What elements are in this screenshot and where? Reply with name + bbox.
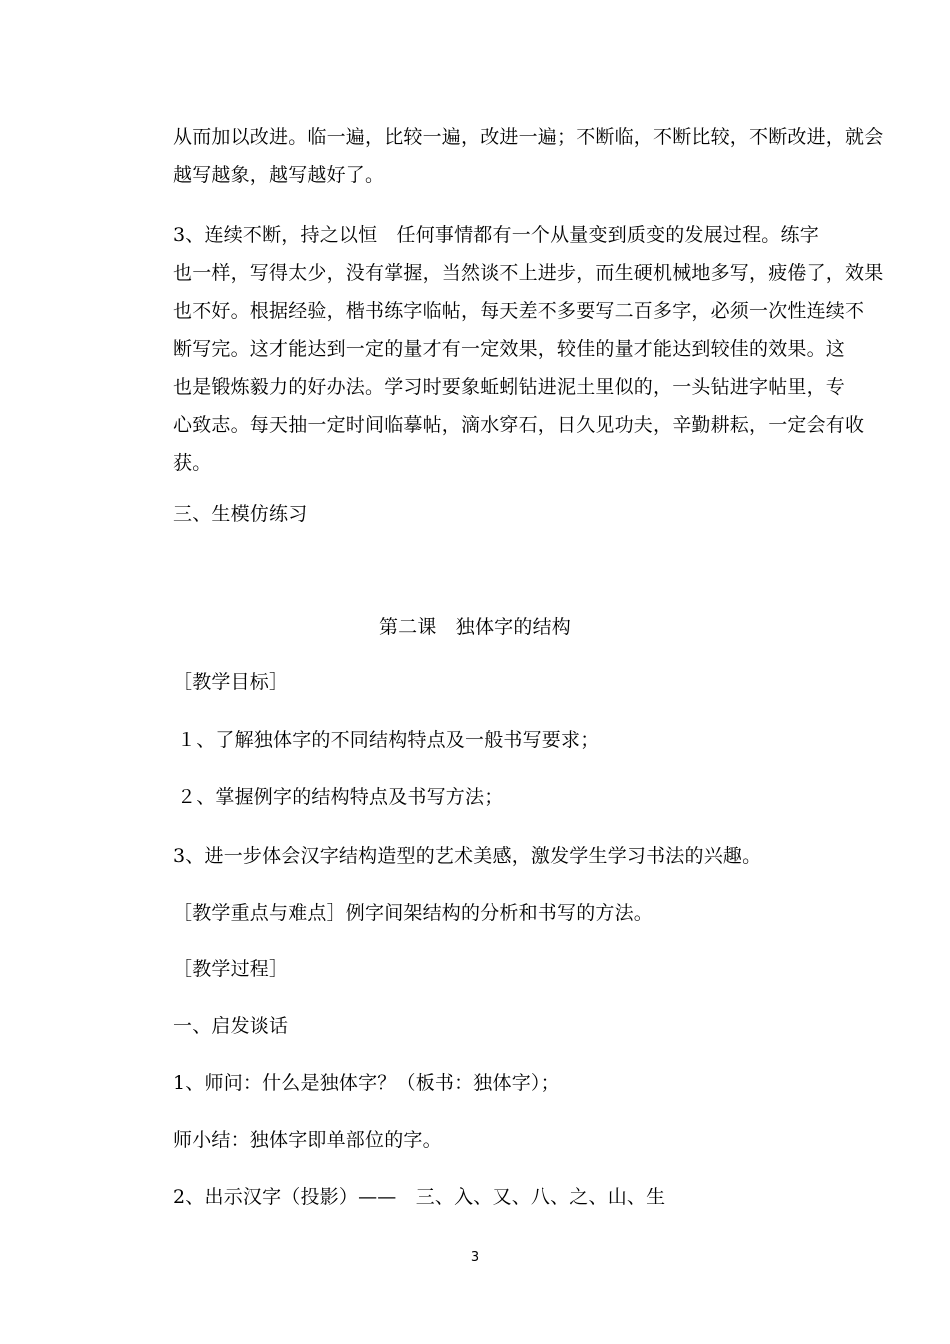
paragraph-2-line-1: 3、连续不断，持之以恒 任何事情都有一个从量变到质变的发展过程。练字 [173, 224, 819, 246]
paragraph-2-line-3: 也不好。根据经验，楷书练字临帖，每天差不多要写二百多字，必须一次性连续不 [173, 300, 865, 322]
goal-item-3: 3、进一步体会汉字结构造型的艺术美感，激发学生学习书法的兴趣。 [173, 845, 762, 867]
summary-line: 师小结：独体字即单部位的字。 [173, 1129, 442, 1151]
paragraph-2-line-6: 心致志。每天抽一定时间临摹帖，滴水穿石，日久见功夫，辛勤耕耘，一定会有收 [173, 414, 865, 436]
process-heading: ［教学过程］ [173, 958, 289, 980]
paragraph-1-line-1: 从而加以改进。临一遍，比较一遍，改进一遍；不断临，不断比较，不断改进，就会 [173, 126, 884, 148]
question-line: 1、师问：什么是独体字？（板书：独体字）； [173, 1072, 560, 1094]
lesson-title: 第二课 独体字的结构 [378, 616, 571, 638]
paragraph-2-line-4: 断写完。这才能达到一定的量才有一定效果，较佳的量才能达到较佳的效果。这 [173, 338, 846, 360]
step-heading: 一、启发谈话 [173, 1015, 289, 1037]
paragraph-2-line-7: 获。 [173, 452, 212, 474]
paragraph-1-line-2: 越写越象，越写越好了。 [173, 164, 385, 186]
paragraph-2-line-2: 也一样，写得太少，没有掌握，当然谈不上进步，而生硬机械地多写，疲倦了，效果 [173, 262, 884, 284]
section-heading: 三、生模仿练习 [173, 503, 308, 525]
goal-item-2: ２、掌握例字的结构特点及书写方法； [177, 786, 504, 808]
show-characters-line: 2、出示汉字（投影）—— 三、入、又、八、之、山、生 [173, 1186, 666, 1208]
page-number: 3 [470, 1250, 480, 1265]
goal-item-1: １、了解独体字的不同结构特点及一般书写要求； [177, 729, 600, 751]
paragraph-2-line-5: 也是锻炼毅力的好办法。学习时要象蚯蚓钻进泥土里似的，一头钻进字帖里，专 [173, 376, 846, 398]
keypoints-line: ［教学重点与难点］例字间架结构的分析和书写的方法。 [173, 902, 654, 924]
goals-heading: ［教学目标］ [173, 671, 289, 693]
